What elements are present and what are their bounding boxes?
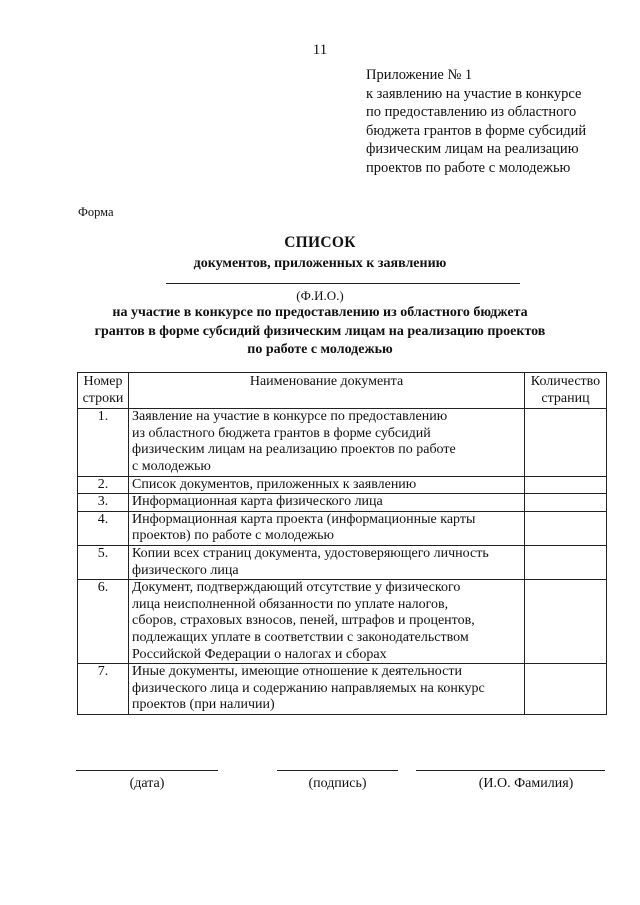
row-document-name: Копии всех страниц документа, удостоверяющего личность физического лица bbox=[129, 545, 525, 579]
row-page-count[interactable] bbox=[525, 494, 607, 512]
table-row bbox=[78, 511, 607, 545]
appendix-note bbox=[366, 66, 636, 178]
fio-label: (Ф.И.О.) bbox=[296, 288, 344, 303]
table-header-row bbox=[78, 373, 607, 409]
row-number: 7. bbox=[78, 664, 129, 715]
row-page-count[interactable] bbox=[525, 545, 607, 579]
signature-blank-line bbox=[277, 770, 398, 771]
table-row bbox=[78, 580, 607, 664]
table-row bbox=[78, 494, 607, 512]
name-label: (И.О. Фамилия) bbox=[478, 776, 574, 791]
header-count: Количество страниц bbox=[525, 373, 607, 409]
header-name: Наименование документа bbox=[129, 373, 525, 409]
row-page-count[interactable] bbox=[525, 409, 607, 476]
appendix-line: Приложение № 1 bbox=[366, 67, 473, 83]
appendix-line: бюджета грантов в форме субсидий bbox=[366, 122, 587, 139]
row-number: 3. bbox=[78, 494, 129, 512]
table-row bbox=[78, 409, 607, 476]
table-row bbox=[78, 545, 607, 579]
row-number: 2. bbox=[78, 476, 129, 494]
appendix-line: по предоставлению из областного bbox=[366, 104, 577, 121]
row-page-count[interactable] bbox=[525, 476, 607, 494]
appendix-line: физическим лицам на реализацию bbox=[366, 141, 579, 158]
purpose-line: по работе с молодежью bbox=[247, 342, 393, 357]
date-label: (дата) bbox=[129, 776, 165, 791]
table-row bbox=[78, 664, 607, 715]
name-blank-line bbox=[416, 770, 605, 771]
row-number: 1. bbox=[78, 409, 129, 476]
row-page-count[interactable] bbox=[525, 511, 607, 545]
row-document-name: Информационная карта проекта (информационные карты проектов) по работе с молодежью bbox=[129, 511, 525, 545]
row-document-name: Документ, подтверждающий отсутствие у физического лица неисполненной обязанности по уплате налогов, сборов, страховых взносов, пеней, штрафов и процентов, подлежащих уплате в соответствии с законодательством Российской Федерации о налогах и сборах bbox=[129, 580, 525, 664]
page-number: 11 bbox=[312, 42, 328, 58]
appendix-line: проектов по работе с молодежью bbox=[366, 159, 571, 176]
row-number: 6. bbox=[78, 580, 129, 664]
purpose-line: на участие в конкурсе по предоставлению из областного бюджета bbox=[112, 305, 528, 320]
purpose-text bbox=[0, 304, 640, 360]
header-number: Номер строки bbox=[78, 373, 129, 409]
appendix-line: к заявлению на участие в конкурсе bbox=[366, 85, 582, 102]
signature-label: (подпись) bbox=[308, 776, 367, 791]
documents-table bbox=[77, 372, 607, 715]
document-subtitle: документов, приложенных к заявлению bbox=[193, 256, 447, 271]
fio-blank-line bbox=[166, 283, 520, 284]
row-document-name: Заявление на участие в конкурсе по предоставлению из областного бюджета грантов в форме субсидий физическим лицам на реализацию проектов по работе с молодежью bbox=[129, 409, 525, 476]
row-document-name: Информационная карта физического лица bbox=[129, 494, 525, 512]
form-label: Форма bbox=[78, 205, 114, 219]
purpose-line: грантов в форме субсидий физическим лицам на реализацию проектов bbox=[94, 323, 546, 339]
row-number: 4. bbox=[78, 511, 129, 545]
date-blank-line bbox=[76, 770, 218, 771]
row-page-count[interactable] bbox=[525, 580, 607, 664]
row-page-count[interactable] bbox=[525, 664, 607, 715]
row-number: 5. bbox=[78, 545, 129, 579]
document-title: СПИСОК bbox=[284, 234, 356, 251]
row-document-name: Иные документы, имеющие отношение к деятельности физического лица и содержанию направляемых на конкурс проектов (при наличии) bbox=[129, 664, 525, 715]
row-document-name: Список документов, приложенных к заявлению bbox=[129, 476, 525, 494]
table-row bbox=[78, 476, 607, 494]
